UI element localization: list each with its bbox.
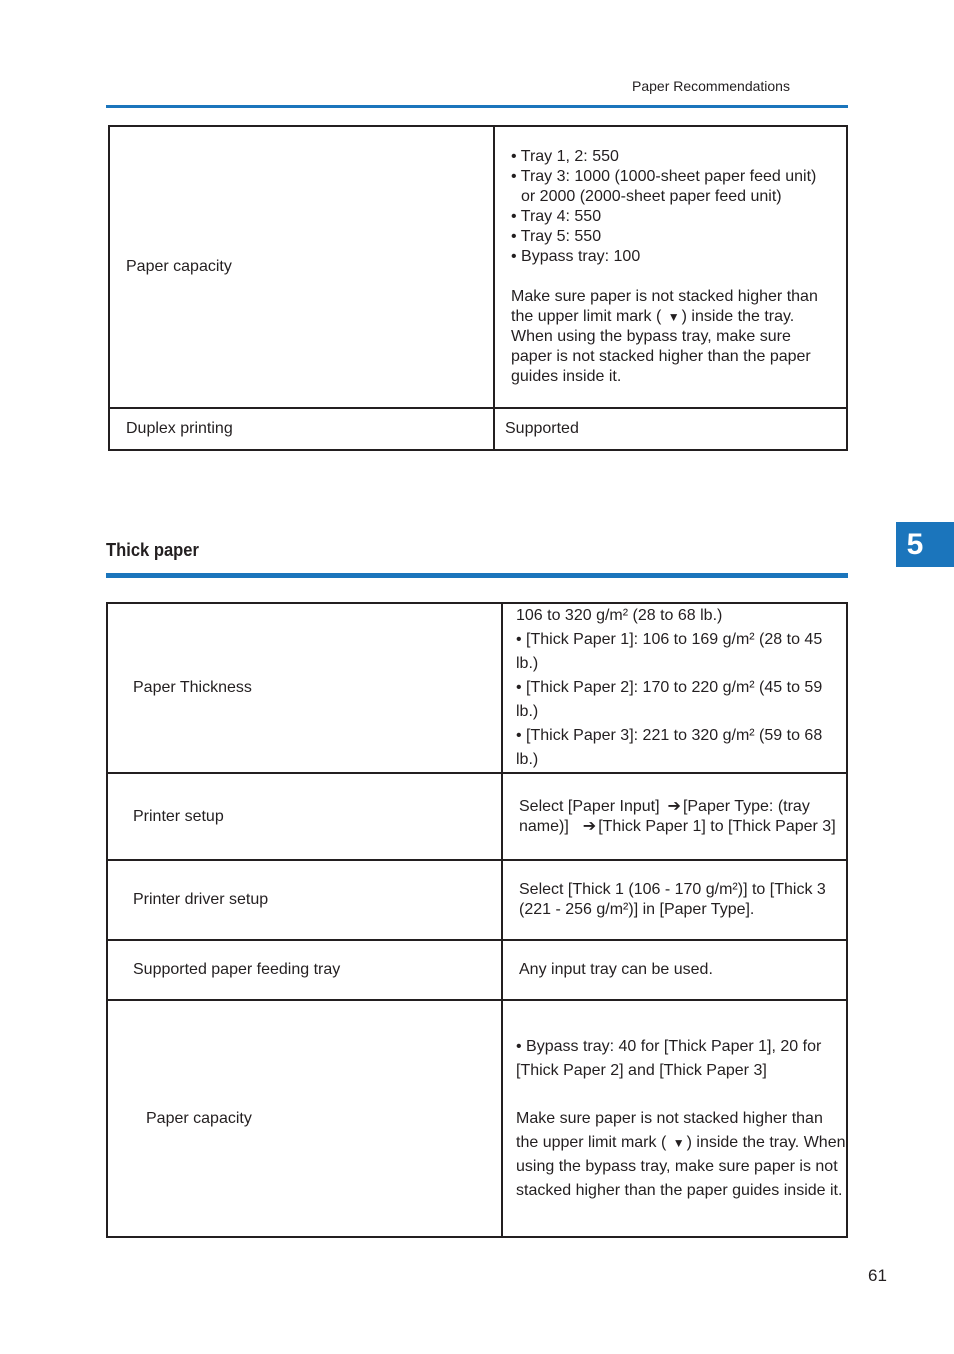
row-value [502,1000,847,1237]
setup-line: Select [Thick 1 (106 - 170 g/m²)] to [Thick 3 [519,881,826,898]
note-text: guides inside it. [511,368,622,385]
list-item: • Bypass tray: 40 for [Thick Paper 1], 20 for [516,1037,822,1055]
row-value [502,773,847,860]
down-triangle-icon: ▼ [667,310,680,324]
table-row [109,126,847,408]
running-header: Paper Recommendations [632,78,790,94]
list-item: • Tray 1, 2: 550 [511,148,619,165]
right-arrow-icon: ➔ [667,797,681,815]
note-text: the upper limit mark ( ▼ ) inside the tray. When [516,1131,846,1155]
table-row [107,603,847,773]
list-item: • [Thick Paper 1]: 106 to 169 g/m² (28 to 45 lb.) [516,631,823,672]
chapter-tab: 5 [896,522,954,567]
row-label: Supported paper feeding tray [107,940,502,1000]
list-item: • [Thick Paper 3]: 221 to 320 g/m² (59 to 68 lb.) [516,727,823,768]
row-value [502,860,847,940]
table-row [107,773,847,860]
list-item-continuation: or 2000 (2000-sheet paper feed unit) [521,188,782,205]
note-text: the upper limit mark ( ▼ ) inside the tray. [511,308,795,325]
table-row [107,940,847,1000]
down-triangle-icon: ▼ [672,1135,685,1150]
row-label: Duplex printing [109,408,494,450]
setup-line: Select [Paper Input] ➔ [Paper Type: (tray [519,797,810,815]
list-item: [Thick Paper 2] and [Thick Paper 3] [516,1061,767,1079]
right-arrow-icon: ➔ [582,817,597,835]
table-row [107,860,847,940]
row-label: Paper capacity [109,126,494,408]
note-text: When using the bypass tray, make sure [511,328,791,345]
page-number: 61 [868,1266,887,1285]
note-text: Make sure paper is not stacked higher than [516,1109,823,1127]
table-row [107,1000,847,1237]
list-item: • [Thick Paper 2]: 170 to 220 g/m² (45 to 59 lb.) [516,679,823,720]
setup-line: name)] ➔ [Thick Paper 1] to [Thick Paper 3] [519,817,836,835]
header-rule [106,105,848,108]
row-label: Paper capacity [107,1000,502,1237]
list-item: • Tray 3: 1000 (1000-sheet paper feed unit) [511,168,817,185]
row-label: Paper Thickness [107,603,502,773]
list-item: • Tray 4: 550 [511,208,602,225]
section-title: Thick paper [106,540,199,560]
thick-paper-table [106,602,848,1238]
row-value [502,603,847,773]
note-text: paper is not stacked higher than the paper [511,348,811,365]
list-item: 106 to 320 g/m² (28 to 68 lb.) [516,607,723,624]
section-rule [106,573,848,578]
list-item: • Tray 5: 550 [511,228,602,245]
row-value: Supported [494,408,847,450]
note-text: stacked higher than the paper guides inside it. [516,1181,843,1199]
paper-spec-table [108,125,848,451]
setup-line: (221 - 256 g/m²)] in [Paper Type]. [519,901,755,918]
row-label: Printer driver setup [107,860,502,940]
row-value: Any input tray can be used. [502,940,847,1000]
list-item: • Bypass tray: 100 [511,248,641,265]
table-row [109,408,847,450]
note-text: using the bypass tray, make sure paper is not [516,1157,838,1175]
note-text: Make sure paper is not stacked higher than [511,288,818,305]
row-label: Printer setup [107,773,502,860]
row-value [494,126,847,408]
